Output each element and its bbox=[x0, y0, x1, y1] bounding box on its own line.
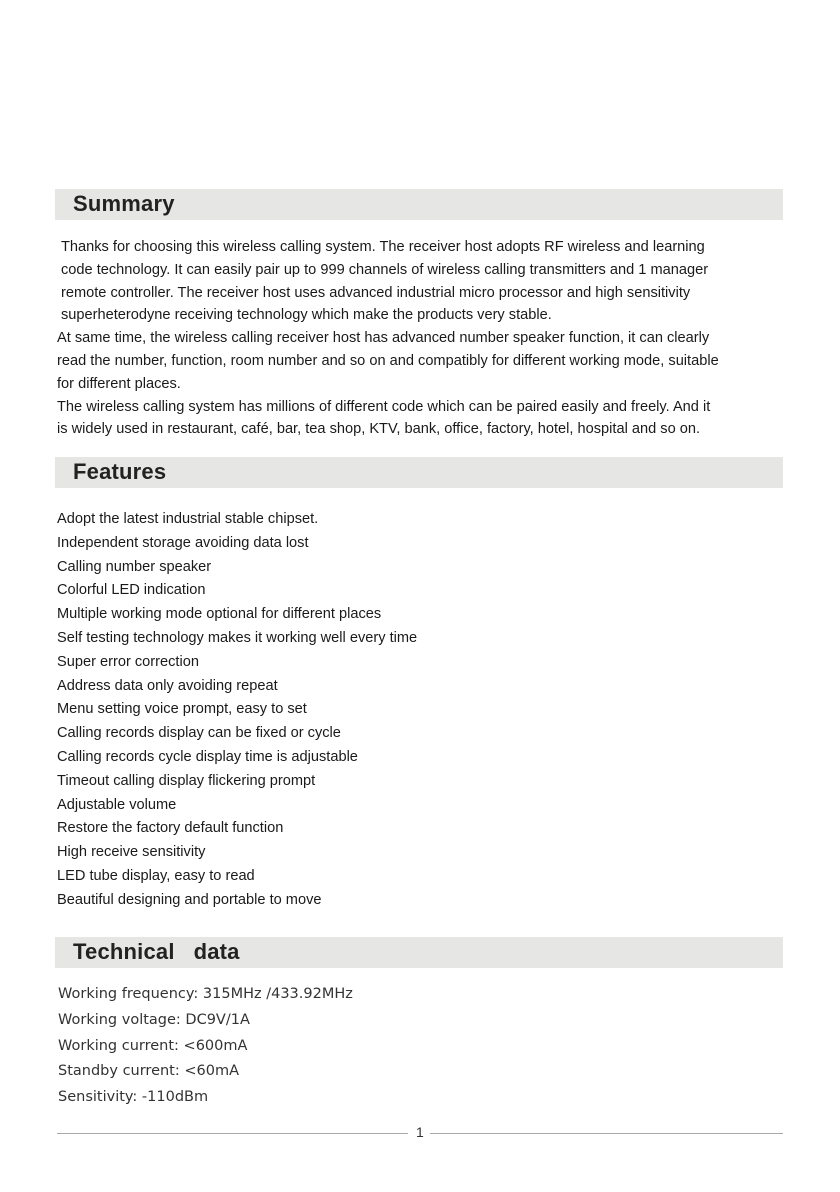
summary-line: read the number, function, room number and so on and compatibly for different working mode, suitable bbox=[57, 352, 719, 369]
feature-item: Calling number speaker bbox=[57, 558, 212, 575]
feature-item: Address data only avoiding repeat bbox=[57, 677, 278, 694]
feature-item: High receive sensitivity bbox=[57, 844, 206, 861]
feature-item: LED tube display, easy to read bbox=[57, 867, 255, 884]
page-number: 1 bbox=[416, 1124, 424, 1140]
summary-line: code technology. It can easily pair up to 999 channels of wireless calling transmitters and 1 manager bbox=[61, 261, 709, 278]
feature-item: Calling records cycle display time is adjustable bbox=[57, 748, 358, 765]
feature-item: Self testing technology makes it working well every time bbox=[57, 629, 418, 646]
summary-line: The wireless calling system has millions of different code which can be paired easily and freely. And it bbox=[57, 398, 711, 415]
technical-spec: Working current: <600mA bbox=[58, 1037, 248, 1054]
feature-item: Timeout calling display flickering prompt bbox=[57, 772, 316, 789]
feature-item: Multiple working mode optional for different places bbox=[57, 606, 382, 623]
features-heading: Features bbox=[73, 459, 167, 484]
feature-item: Independent storage avoiding data lost bbox=[57, 534, 309, 551]
technical-header bbox=[55, 937, 783, 968]
feature-item: Colorful LED indication bbox=[57, 582, 206, 599]
summary-line: Thanks for choosing this wireless calling system. The receiver host adopts RF wireless and learning bbox=[61, 239, 705, 255]
feature-item: Calling records display can be fixed or cycle bbox=[57, 725, 341, 742]
summary-heading: Summary bbox=[73, 191, 175, 216]
feature-item: Super error correction bbox=[57, 653, 199, 670]
summary-line: remote controller. The receiver host uses advanced industrial micro processor and high sensitivity bbox=[61, 284, 691, 301]
technical-heading: Technical data bbox=[73, 939, 240, 964]
feature-item: Adopt the latest industrial stable chipset. bbox=[57, 511, 319, 527]
technical-spec: Working voltage: DC9V/1A bbox=[58, 1011, 250, 1028]
summary-text bbox=[57, 236, 719, 441]
footer-divider-right bbox=[430, 1133, 783, 1134]
features-header bbox=[55, 457, 783, 488]
technical-spec: Sensitivity: -110dBm bbox=[58, 1089, 209, 1106]
feature-item: Menu setting voice prompt, easy to set bbox=[57, 701, 307, 718]
feature-item: Adjustable volume bbox=[57, 796, 177, 813]
technical-list bbox=[58, 982, 353, 1111]
summary-line: for different places. bbox=[57, 375, 181, 392]
summary-line: is widely used in restaurant, café, bar, tea shop, KTV, bank, office, factory, hotel, hospital and so on. bbox=[57, 421, 701, 438]
technical-spec: Standby current: <60mA bbox=[58, 1063, 240, 1080]
feature-item: Beautiful designing and portable to move bbox=[57, 891, 322, 908]
feature-item: Restore the factory default function bbox=[57, 820, 284, 837]
summary-line: At same time, the wireless calling receiver host has advanced number speaker function, it can clearly bbox=[57, 330, 710, 347]
footer-divider-left bbox=[57, 1133, 408, 1134]
features-list bbox=[57, 508, 417, 913]
summary-header bbox=[55, 189, 783, 220]
summary-line: superheterodyne receiving technology which make the products very stable. bbox=[61, 307, 552, 324]
technical-spec: Working frequency: 315MHz /433.92MHz bbox=[58, 986, 353, 1002]
